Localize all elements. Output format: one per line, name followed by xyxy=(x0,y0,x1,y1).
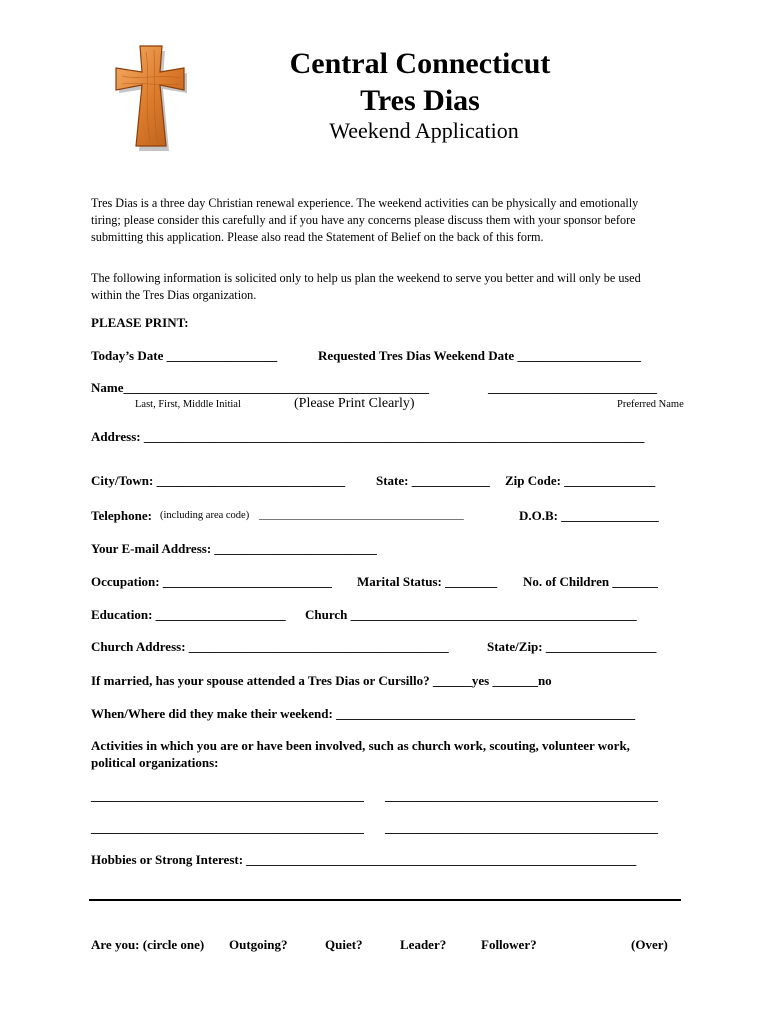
intro-paragraph-2 xyxy=(91,270,691,304)
occupation-field[interactable]: Occupation: __________________________ xyxy=(91,574,332,589)
option-outgoing[interactable]: Outgoing? xyxy=(229,937,288,952)
telephone-field[interactable]: _______________________________________ xyxy=(259,510,464,521)
name-field[interactable]: Name_______________________________________________ xyxy=(91,380,429,395)
spouse-attended-question[interactable]: If married, has your spouse attended a Tres Dias or Cursillo? ______yes _______no xyxy=(91,673,552,688)
hobbies-field[interactable]: Hobbies or Strong Interest: ____________________________________________________________ xyxy=(91,852,637,867)
requested-weekend-field[interactable]: Requested Tres Dias Weekend Date ___________________ xyxy=(318,348,641,363)
activities-blank-left[interactable]: __________________________________________ xyxy=(91,820,364,835)
marital-status-field[interactable]: Marital Status: ________ xyxy=(357,574,498,589)
section-divider xyxy=(89,899,681,901)
preferred-name-field[interactable]: __________________________ xyxy=(488,380,657,395)
church-state-zip-field[interactable]: State/Zip: _________________ xyxy=(487,639,657,654)
please-print-heading: PLEASE PRINT: xyxy=(91,315,189,330)
activities-blank-right[interactable]: __________________________________________ xyxy=(385,788,658,803)
subtitle: Weekend Application xyxy=(329,118,519,143)
state-field[interactable]: State: ____________ xyxy=(376,473,490,488)
option-quiet[interactable]: Quiet? xyxy=(325,937,363,952)
church-field[interactable]: Church ____________________________________________ xyxy=(305,607,637,622)
intro-line: submitting this application. Please also read the Statement of Belief on the back of this form. xyxy=(91,230,544,244)
telephone-hint: (including area code) xyxy=(160,510,250,521)
name-hint: Last, First, Middle Initial xyxy=(135,399,241,410)
activities-question-line-2: political organizations: xyxy=(91,755,219,770)
option-leader[interactable]: Leader? xyxy=(400,937,447,952)
zip-field[interactable]: Zip Code: ______________ xyxy=(505,473,656,488)
intro-line: The following information is solicited only to help us plan the weekend to serve you better and will only be used xyxy=(91,271,641,285)
intro-line: Tres Dias is a three day Christian renewal experience. The weekend activities can be physically and emotionally xyxy=(91,196,639,210)
intro-line: within the Tres Dias organization. xyxy=(91,288,257,302)
dob-field[interactable]: D.O.B: _______________ xyxy=(519,508,659,523)
when-where-field[interactable]: When/Where did they make their weekend: ______________________________________________ xyxy=(91,706,636,721)
todays-date-field[interactable]: Today’s Date _________________ xyxy=(91,348,278,363)
activities-question-line-1: Activities in which you are or have been involved, such as church work, scouting, volunteer work, xyxy=(91,738,630,753)
activities-blank-left[interactable]: __________________________________________ xyxy=(91,788,364,803)
print-clearly-note: (Please Print Clearly) xyxy=(294,396,415,411)
over-note: (Over) xyxy=(631,937,668,952)
city-field[interactable]: City/Town: _____________________________ xyxy=(91,473,346,488)
are-you-label: Are you: (circle one) xyxy=(91,937,205,952)
intro-line: tiring; please consider this carefully and if you have any concerns please discuss them with your sponsor before xyxy=(91,213,636,227)
education-field[interactable]: Education: ____________________ xyxy=(91,607,286,622)
title-line-2: Tres Dias xyxy=(360,84,480,117)
address-field[interactable]: Address: _____________________________________________________________________________ xyxy=(91,429,645,444)
telephone-label: Telephone: xyxy=(91,508,152,523)
email-field[interactable]: Your E-mail Address: _________________________ xyxy=(91,541,377,556)
title-line-1: Central Connecticut xyxy=(289,47,551,80)
activities-blank-right[interactable]: __________________________________________ xyxy=(385,820,658,835)
children-field[interactable]: No. of Children _______ xyxy=(523,574,658,589)
intro-paragraph-1 xyxy=(91,195,691,246)
option-follower[interactable]: Follower? xyxy=(481,937,537,952)
preferred-name-hint: Preferred Name xyxy=(617,399,684,410)
church-address-field[interactable]: Church Address: ________________________________________ xyxy=(91,639,449,654)
